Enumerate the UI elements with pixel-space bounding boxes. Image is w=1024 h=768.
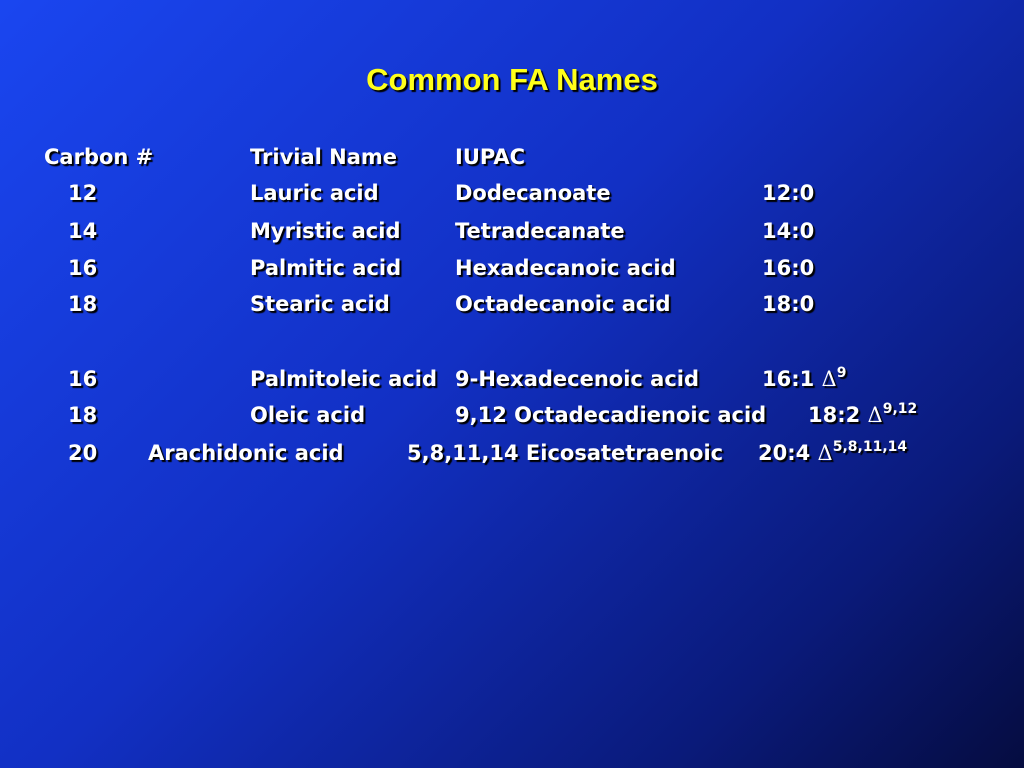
row-notation: 16:0 (762, 256, 815, 280)
row-notation: 20:4 (758, 441, 811, 465)
row-trivial-name: Stearic acid (250, 292, 390, 316)
row-iupac-name: Tetradecanate (455, 219, 625, 243)
header-iupac: IUPAC (455, 145, 525, 169)
row-trivial-name: Lauric acid (250, 181, 379, 205)
row-iupac-name: Hexadecanoic acid (455, 256, 676, 280)
header-carbon: Carbon # (44, 145, 154, 169)
slide-title: Common FA Names (366, 62, 658, 97)
row-iupac-name: Octadecanoic acid (455, 292, 671, 316)
row-iupac-name: 9-Hexadecenoic acid (455, 367, 700, 391)
delta-positions: 9,12 (882, 401, 918, 417)
row-trivial-name: Arachidonic acid (148, 441, 344, 465)
row-notation-group (758, 439, 908, 465)
header-trivial-name: Trivial Name (250, 145, 398, 169)
row-carbon: 16 (68, 367, 98, 391)
row-carbon: 18 (68, 403, 98, 427)
row-notation: 16:1 (762, 367, 815, 391)
row-carbon: 16 (68, 256, 98, 280)
row-carbon: 12 (68, 181, 98, 205)
row-trivial-name: Palmitic acid (250, 256, 402, 280)
row-carbon: 18 (68, 292, 98, 316)
row-carbon: 20 (68, 441, 98, 465)
row-notation: 12:0 (762, 181, 815, 205)
row-carbon: 14 (68, 219, 98, 243)
delta-positions: 9 (836, 365, 847, 381)
row-trivial-name: Myristic acid (250, 219, 401, 243)
row-notation: 14:0 (762, 219, 815, 243)
row-iupac-name: Dodecanoate (455, 181, 611, 205)
delta-positions: 5,8,11,14 (832, 439, 908, 455)
row-notation-group (808, 401, 918, 427)
row-trivial-name: Oleic acid (250, 403, 366, 427)
delta-symbol: Δ (821, 367, 837, 391)
row-iupac-name: 5,8,11,14 Eicosatetraenoic (407, 441, 724, 465)
row-notation: 18:2 (808, 403, 861, 427)
delta-symbol: Δ (867, 403, 883, 427)
row-trivial-name: Palmitoleic acid (250, 367, 437, 391)
row-notation: 18:0 (762, 292, 815, 316)
delta-symbol: Δ (817, 441, 833, 465)
row-notation-group (762, 365, 847, 391)
row-iupac-name: 9,12 Octadecadienoic acid (455, 403, 767, 427)
